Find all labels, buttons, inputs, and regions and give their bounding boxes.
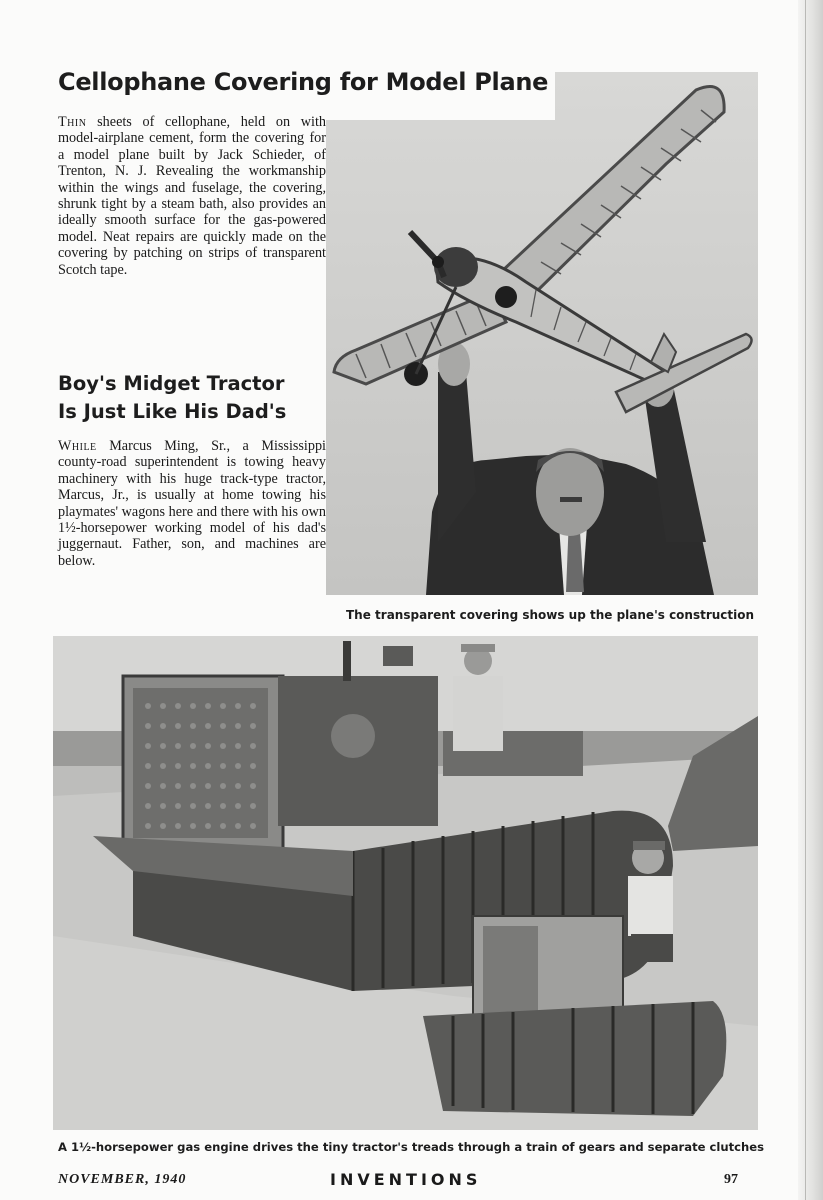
article-lead-word: While bbox=[58, 438, 97, 454]
article-title-tractor bbox=[58, 370, 286, 426]
article-title-cellophane: Cellophane Covering for Model Plane bbox=[58, 68, 549, 96]
page-edge-line bbox=[805, 0, 806, 1200]
article-lead-word: Thin bbox=[58, 114, 87, 130]
article-body-text: Marcus Ming, Sr., a Mississippi county-road superintendent is towing heavy machinery with his huge track-type tractor, Marcus, Jr., is usually at home towing his playmates' wagons here and there with his own 1½-horsepower working model of his dad's juggernaut. Father, son, and machines are below. bbox=[58, 438, 326, 569]
tractor-photo bbox=[53, 636, 758, 1130]
page-edge bbox=[798, 0, 823, 1200]
article-title-tractor-line1: Boy's Midget Tractor bbox=[58, 372, 285, 395]
plane-photo-caption: The transparent covering shows up the plane's construction bbox=[346, 608, 755, 622]
article-body-cellophane bbox=[58, 114, 326, 278]
article-body-text: sheets of cellophane, held on with model-airplane cement, form the covering for a model plane built by Jack Schieder, of Trenton, N. J. Revealing the workmanship within the wings and fuselage, the covering, shrunk tight by a steam bath, also provides an ideally smooth surface for the gas-powered model. Neat repairs are quickly made on the covering by patching on strips of transparent Scotch tape. bbox=[58, 114, 326, 278]
article-title-tractor-line2: Is Just Like His Dad's bbox=[58, 400, 287, 423]
footer-page-number: 97 bbox=[724, 1172, 738, 1187]
model-plane-photo bbox=[326, 72, 758, 595]
footer-magazine-section: INVENTIONS bbox=[330, 1170, 482, 1189]
footer-date: NOVEMBER, 1940 bbox=[58, 1172, 187, 1187]
article-body-tractor bbox=[58, 438, 326, 569]
tractor-photo-caption: A 1½-horsepower gas engine drives the tiny tractor's treads through a train of gears and separate clutches bbox=[58, 1140, 765, 1154]
